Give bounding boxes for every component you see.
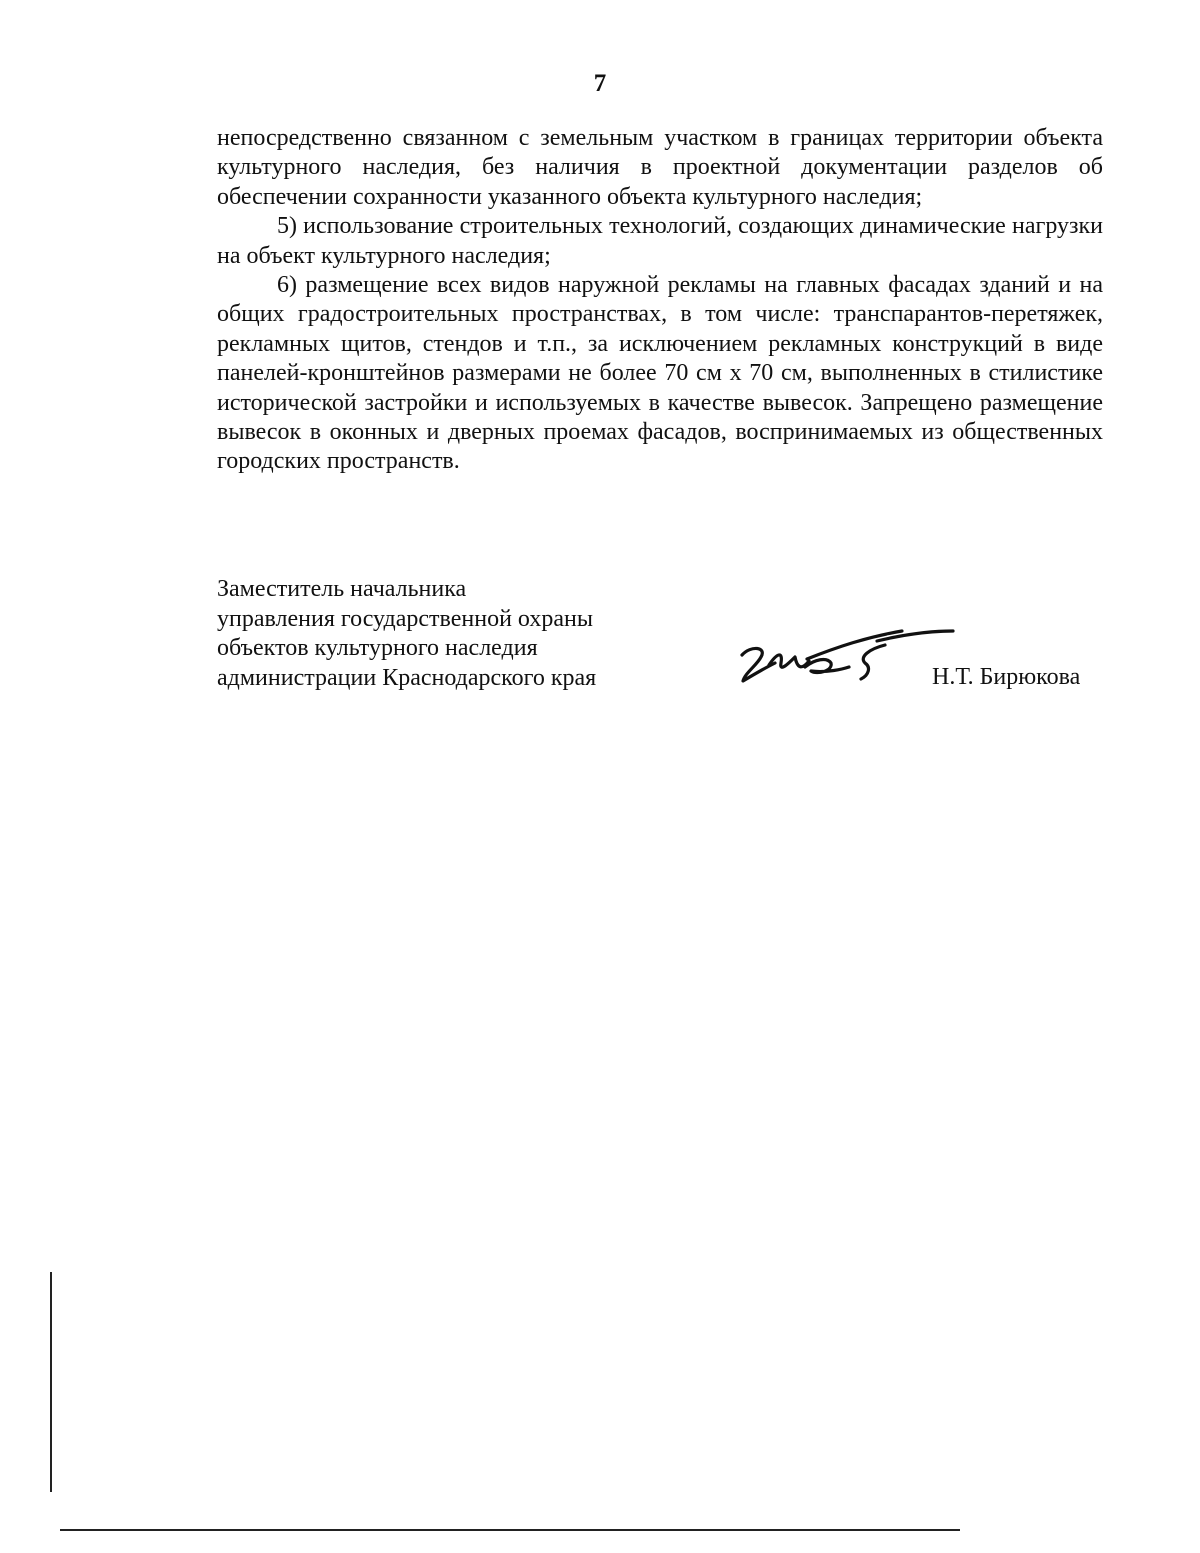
- signer-position: [217, 575, 687, 693]
- paragraph-continuation: непосредственно связанном с земельным участком в границах территории объекта культурного наследия, без наличия в проектной документации разделов об обеспечении сохранности указанного объекта культурного наследия;: [217, 125, 1103, 210]
- page-number: 7: [593, 70, 607, 97]
- left-margin-line: [50, 1272, 52, 1492]
- position-line: управления государственной охраны: [217, 605, 593, 632]
- document-body: [217, 124, 1103, 477]
- position-line: администрации Краснодарского края: [217, 664, 597, 691]
- footer-rule: [60, 1529, 960, 1531]
- signature-block: [217, 575, 1103, 695]
- position-line: Заместитель начальника: [217, 576, 467, 602]
- position-line: объектов культурного наследия: [217, 635, 538, 661]
- paragraph-item-5: 5) использование строительных технологий, создающих динамические нагрузки на объект культурного наследия;: [217, 213, 1103, 269]
- signer-name: Н.Т. Бирюкова: [932, 664, 1081, 690]
- paragraph-item-6: 6) размещение всех видов наружной рекламы на главных фасадах зданий и на общих градостроительных пространствах, в том числе: транспарантов-перетяжек, рекламных щитов, стендов и т.п., за исключением рекламных конструкций в виде панелей-кронштейнов размерами не более 70 см х 70 см, выполненных в стилистике исторической застройки и используемых в качестве вывесок. Запрещено размещение вывесок в оконных и дверных проемах фасадов, воспринимаемых из общественных городских пространств.: [217, 272, 1103, 475]
